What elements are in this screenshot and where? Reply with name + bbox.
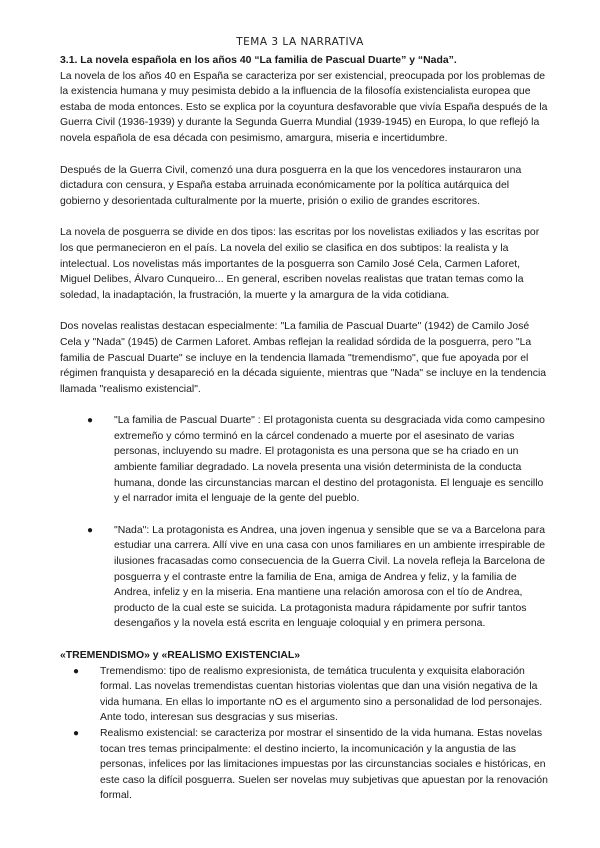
- bullet-dot-icon: ●: [87, 524, 94, 536]
- subsection-heading: «TREMENDISMO» y «REALISMO EXISTENCIAL»: [60, 650, 301, 661]
- bullet-text-tremendismo: Tremendismo: tipo de realismo expresionista, de temática truculenta y exquisita elaboración formal. Las novelas tremendistas cuentan historias violentas que dan una visión negativa de la vida humana. En ellas lo importante nO es el argumento sino a personalidad de lod personajes. Ante todo, interesan sus desgracias y sus miserias.: [100, 665, 543, 724]
- paragraph-3: La novela de posguerra se divide en dos tipos: las escritas por los novelistas exiliados y las escritas por los que permanecieron en el país. La novela del exilio se clasifica en dos subtipos: la realista y la intelectual. Los novelistas más importantes de la posguerra son Camilo José Cela, Carmen Laforet, Miguel Delibes, Álvaro Cunqueiro... En general, escriben novelas realistas que tratan temas como la soledad, la inadaptación, la frustración, la muerte y la amargura de la vida cotidiana.: [60, 227, 540, 301]
- list-item: [87, 523, 550, 632]
- list-item: [73, 664, 550, 726]
- list-item: [87, 413, 550, 507]
- paragraph-2: Después de la Guerra Civil, comenzó una dura posguerra en la que los vencedores instauraron una dictadura con censura, y España estaba arruinada económicamente por la política autárquica del gobierno y desorientada culturalmente por la muerte, prisión o exilio de grandes escritores.: [60, 164, 522, 207]
- paragraph-1: La novela de los años 40 en España se caracteriza por ser existencial, preocupada por los problemas de la existencia humana y muy pesimista debido a la influencia de la filosofía existencialista europea que estaba de moda entonces. Esto se explica por la coyuntura desfavorable que vivía España después de la Guerra Civil (1936-1939) y durante la Segunda Guerra Mundial (1939-1945) en Europa, lo que reflejó la novela española de esa década con pesimismo, amargura, miseria e incertidumbre.: [60, 70, 548, 144]
- paragraph-4: Dos novelas realistas destacan especialmente: "La familia de Pascual Duarte" (1942) de Camilo José Cela y "Nada" (1945) de Carmen Laforet. Ambas reflejan la realidad sórdida de la posguerra, pero "La familia de Pascual Duarte" se incluye en la tendencia llamada "tremendismo", que fue apoyada por el régimen franquista y desapareció en la década siguiente, mientras que "Nada" se incluye en la tendencia llamada "realismo existencial".: [60, 321, 547, 395]
- bullet-text-pascual-duarte: "La familia de Pascual Duarte" : El protagonista cuenta su desgraciada vida como campesino extremeño y cómo terminó en la cárcel condenado a muerte por el asesinato de varias personas, incluyendo su madre. El protagonista es una persona que se ha criado en un ambiente familiar degradado. La novela presenta una visión determinista de la conducta humana, donde las circunstancias marcan el destino del protagonista. El lenguaje es sencillo y el narrador imita el lenguaje de la gente del pueblo.: [114, 415, 545, 505]
- document-body: [60, 53, 550, 804]
- bullet-dot-icon: ●: [73, 665, 80, 677]
- bullet-text-nada: "Nada": La protagonista es Andrea, una joven ingenua y sensible que se va a Barcelona para estudiar una carrera. Allí vive en una casa con unos familiares en un ambiente irrespirable de ilusiones fracasadas como consecuencia de la Guerra Civil. La novela refleja la Barcelona de posguerra y el contraste entre la familia de Ena, amiga de Andrea y feliz, y la familia de Andrea, infeliz y en la miseria. Ena mantiene una relación amorosa con el tío de Andrea, producto de la cual este se suicida. La protagonista madura rápidamente por sufrir tantos desengaños y la novela está escrita en lenguaje coloquial y en primera persona.: [114, 524, 546, 630]
- tendency-bullet-list: [73, 664, 550, 804]
- page-title: TEMA 3 LA NARRATIVA: [236, 36, 364, 48]
- novel-bullet-list: [87, 413, 550, 632]
- bullet-text-realismo-existencial: Realismo existencial: se caracteriza por mostrar el sinsentido de la vida humana. Estas novelas tocan tres temas principalmente: el destino incierto, la incomunicación y la angustia de las personas, infelices por las limitaciones impuestas por las circunstancias sociales e históricas, en este caso la difícil posguerra. Suelen ser novelas muy subjetivas que apuestan por la renovación formal.: [100, 727, 548, 802]
- section-heading: 3.1. La novela española en los años 40 “La familia de Pascual Duarte” y “Nada”.: [60, 55, 457, 66]
- bullet-dot-icon: ●: [87, 415, 94, 427]
- list-item: [73, 726, 550, 804]
- bullet-dot-icon: ●: [73, 727, 80, 739]
